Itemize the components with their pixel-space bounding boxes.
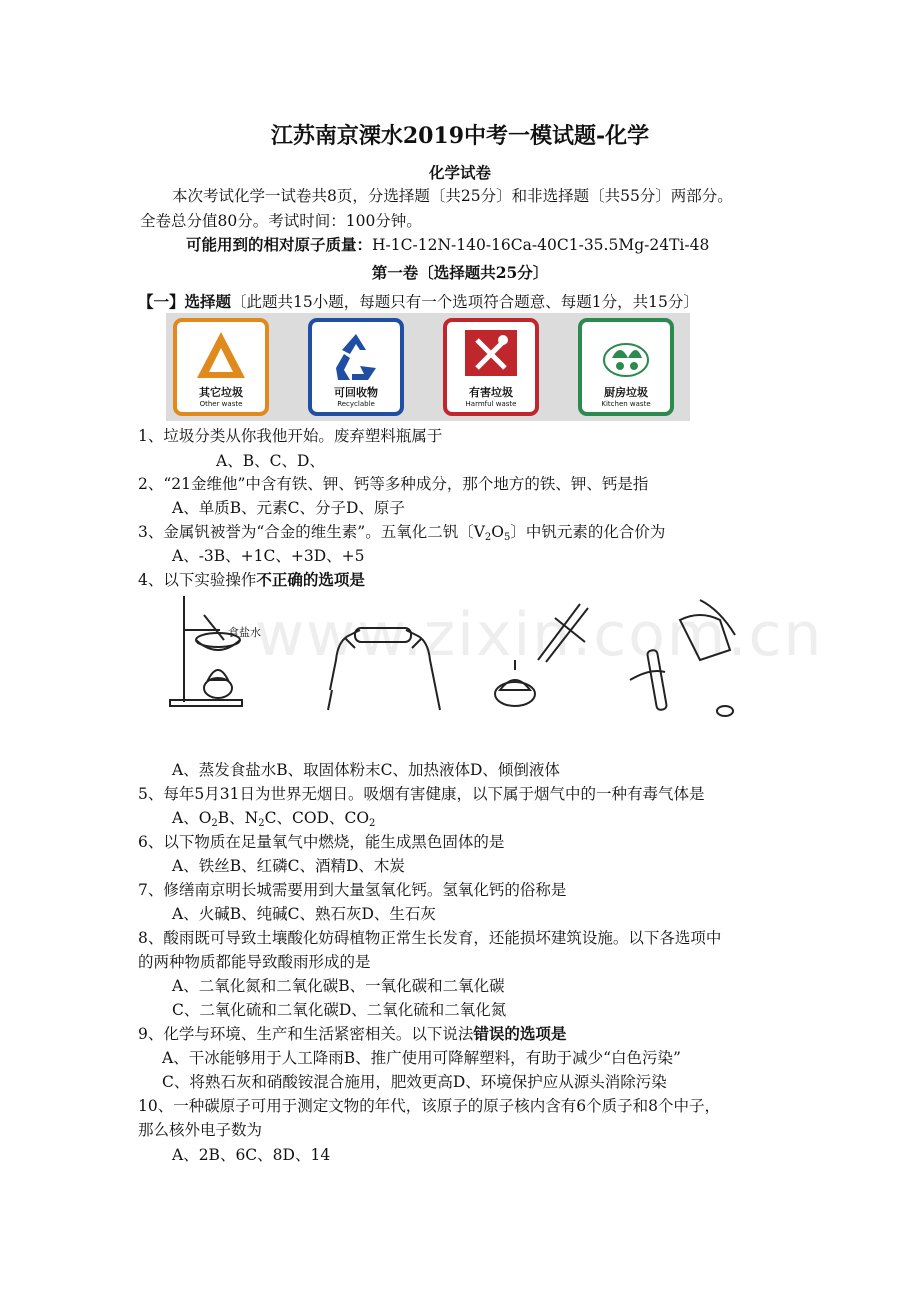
question-9 [138, 1024, 566, 1044]
bin-other-waste [173, 318, 269, 416]
question-2-options: A、单质B、元素C、分子D、原子 [172, 499, 405, 517]
q3-text-b: O [491, 523, 504, 541]
question-10-line-2: 那么核外电子数为 [138, 1121, 263, 1139]
question-10-line-1: 10、一种碳原子可用于测定文物的年代，该原子的原子核内含有6个质子和8个中子， [138, 1097, 720, 1115]
q9-bold-text: 错误的选项是 [473, 1024, 567, 1043]
q3-sub-2: 5 [504, 532, 511, 543]
q5-sub-c: 2 [369, 818, 376, 829]
q5-opt-c: C、COD、CO [264, 809, 370, 827]
other-waste-icon [193, 328, 249, 384]
intro-line-1: 本次考试化学一试卷共8页，分选择题〔共25分〕和非选择题〔共55分〕两部分。 [172, 187, 733, 205]
q3-text-c: 〕中钒元素的化合价为 [510, 523, 666, 541]
bin-label-en: Other waste [199, 400, 243, 408]
question-5-options [172, 808, 375, 828]
part-one-header [138, 292, 699, 312]
bin-label-en: Kitchen waste [601, 400, 651, 408]
page-title: 江苏南京溧水2019中考一模试题-化学 [270, 123, 650, 149]
question-8-line-1: 8、酸雨既可导致土壤酸化妨碍植物正常生长发育，还能损坏建筑设施。以下各选项中 [138, 929, 722, 947]
question-7: 7、修缮南京明长城需要用到大量氢氧化钙。氢氧化钙的俗称是 [138, 881, 567, 899]
recycle-icon [328, 328, 384, 384]
question-8-line-2: 的两种物质都能导致酸雨形成的是 [138, 953, 371, 971]
question-9-options-2: C、将熟石灰和硝酸铵混合施用，肥效更高D、环境保护应从源头消除污染 [162, 1073, 667, 1091]
lab-label-saltwater: 食盐水 [228, 626, 261, 639]
question-3-options: A、-3B、+1C、+3D、+5 [172, 547, 365, 565]
watermark: www.zixin.com.cn [255, 600, 824, 670]
question-1: 1、垃圾分类从你我他开始。废弃塑料瓶属于 [138, 427, 443, 445]
lab-operations-image [160, 590, 750, 720]
bin-harmful-waste [443, 318, 539, 416]
q5-sub-b: 2 [258, 818, 265, 829]
bin-label-cn: 有害垃圾 [469, 386, 513, 399]
question-4 [138, 570, 365, 590]
q5-opt-b: B、N [217, 809, 259, 827]
bin-label-cn: 可回收物 [334, 386, 378, 399]
q4-text: 4、以下实验操作 [138, 571, 257, 589]
q5-opt-a: A、O [172, 809, 212, 827]
q9-text: 9、化学与环境、生产和生活紧密相关。以下说法 [138, 1025, 474, 1043]
q5-sub-a: 2 [211, 818, 218, 829]
bin-kitchen-waste [578, 318, 674, 416]
bin-label-cn: 其它垃圾 [199, 386, 243, 399]
q4-bold-text: 不正确的选项是 [256, 570, 365, 589]
question-7-options: A、火碱B、纯碱C、熟石灰D、生石灰 [172, 905, 436, 923]
question-5: 5、每年5月31日为世界无烟日。吸烟有害健康，以下属于烟气中的一种有毒气体是 [138, 785, 705, 803]
question-3 [138, 522, 665, 542]
atomic-mass-line [186, 235, 709, 255]
atomic-mass-label: 可能用到的相对原子质量： [186, 235, 373, 254]
intro-line-2: 全卷总分值80分。考试时间：100分钟。 [140, 212, 422, 230]
question-1-options: A、B、C、D、 [216, 452, 325, 470]
question-6-options: A、铁丝B、红磷C、酒精D、木炭 [172, 857, 405, 875]
question-8-options-1: A、二氧化氮和二氧化碳B、一氧化碳和二氧化碳 [172, 977, 505, 995]
q3-sub-1: 2 [484, 532, 492, 543]
question-10-options: A、2B、6C、8D、14 [172, 1146, 331, 1164]
part-one-desc: 〔此题共15小题，每题只有一个选项符合题意、每题1分，共15分〕 [231, 293, 699, 311]
q3-text-a: 3、金属钒被誉为“合金的维生素”。五氧化二钒〔V [138, 523, 485, 541]
bin-label-cn: 厨房垃圾 [604, 386, 648, 399]
bin-label-en: Harmful waste [465, 400, 517, 408]
question-2: 2、“21金维他”中含有铁、钾、钙等多种成分，那个地方的铁、钾、钙是指 [138, 475, 649, 493]
atomic-mass-values: H-1C-12N-140-16Ca-40C1-35.5Mg-24Ti-48 [372, 236, 710, 254]
question-8-options-2: C、二氧化硫和二氧化碳D、二氧化硫和二氧化氮 [172, 1001, 507, 1019]
kitchen-icon [598, 328, 654, 384]
bin-recyclable [308, 318, 404, 416]
section-title: 第一卷〔选择题共25分〕 [371, 263, 549, 282]
harmful-icon [463, 328, 519, 384]
question-9-options-1: A、干冰能够用于人工降雨B、推广使用可降解塑料，有助于减少“白色污染” [162, 1049, 681, 1067]
waste-bins-image [166, 313, 690, 421]
bin-label-en: Recyclable [337, 400, 375, 408]
question-4-options: A、蒸发食盐水B、取固体粉末C、加热液体D、倾倒液体 [172, 761, 560, 779]
part-one-label: 【一】选择题 [138, 292, 232, 311]
subtitle: 化学试卷 [428, 163, 491, 182]
question-6: 6、以下物质在足量氧气中燃烧，能生成黑色固体的是 [138, 833, 505, 851]
